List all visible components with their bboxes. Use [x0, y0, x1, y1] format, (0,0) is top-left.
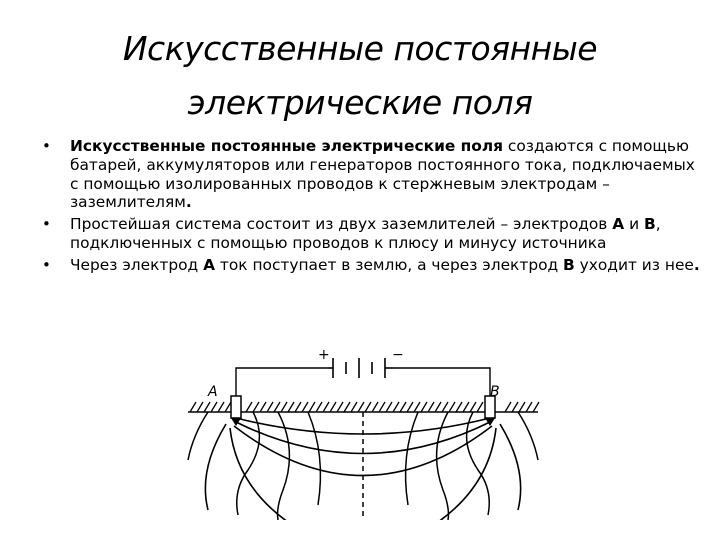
title-line-1: Искусственные постоянные [122, 29, 598, 68]
bullet-2-electrode-a: А [612, 215, 625, 234]
wire-to-b [393, 368, 490, 398]
bullet-3-period: . [693, 255, 700, 274]
hatch-mark [365, 402, 371, 412]
equipotential-line-b3 [406, 412, 418, 505]
bullet-1-period: . [185, 193, 192, 212]
field-line-6 [205, 424, 226, 510]
equipotential-line-a4 [188, 412, 208, 460]
hatch-mark [533, 402, 539, 412]
bullet-1-bold-lead: Искусственные постоянные электрические поля [70, 137, 504, 155]
bullet-3-text-3: уходит из нее [574, 255, 694, 274]
hatch-mark [421, 402, 427, 412]
hatch-mark [379, 402, 385, 412]
hatch-mark [225, 402, 231, 412]
bullet-2-text-3: , подключенных с помощью проводов к плюсу и минусу источника [70, 215, 661, 252]
bullet-3-text-1: Через электрод [70, 255, 204, 274]
hatch-mark [218, 402, 224, 412]
bullet-2-text-1: Простейшая система состоит из двух заземлителей – электродов [70, 215, 613, 234]
bullet-item-3 [42, 256, 702, 275]
hatch-mark [449, 402, 455, 412]
bullet-item-2 [42, 215, 702, 253]
hatch-mark [372, 402, 378, 412]
hatch-mark [288, 402, 294, 412]
hatch-mark [351, 402, 357, 412]
bullet-dot-icon: • [42, 137, 51, 155]
hatch-mark [316, 402, 322, 412]
field-line-7 [500, 424, 521, 510]
hatch-mark [358, 402, 364, 412]
bullet-2-electrode-b: В [643, 215, 656, 234]
hatch-mark [337, 402, 343, 412]
wire-to-a [236, 368, 328, 398]
hatch-mark [211, 402, 217, 412]
title-line-2: электрические поля [187, 83, 533, 122]
hatch-mark [246, 402, 252, 412]
bullet-3-electrode-b: В [563, 255, 575, 274]
hatch-mark [309, 402, 315, 412]
minus-label: − [392, 347, 404, 363]
hatch-mark [400, 402, 406, 412]
hatch-mark [330, 402, 336, 412]
field-line-4 [230, 428, 318, 520]
electrode-b [485, 384, 500, 426]
hatch-mark [393, 402, 399, 412]
hatch-mark [463, 402, 469, 412]
hatch-mark [260, 402, 266, 412]
hatch-mark [428, 402, 434, 412]
field-line-5 [408, 428, 496, 520]
hatch-mark [386, 402, 392, 412]
hatch-mark [456, 402, 462, 412]
electric-field-diagram [178, 340, 548, 520]
hatch-mark [197, 402, 203, 412]
hatch-mark [526, 402, 532, 412]
hatch-mark [253, 402, 259, 412]
bullet-2-text-2: и [624, 215, 644, 234]
hatch-mark [505, 402, 511, 412]
battery-icon [328, 358, 393, 378]
bullet-3-electrode-a: А [203, 255, 215, 274]
slide-title [40, 22, 680, 130]
equipotential-line-a3 [308, 412, 320, 505]
hatch-mark [204, 402, 210, 412]
hatch-mark [295, 402, 301, 412]
bullet-list [42, 137, 702, 278]
hatch-mark [344, 402, 350, 412]
hatch-mark [302, 402, 308, 412]
hatch-mark [512, 402, 518, 412]
bullet-1-text: создаются с помощью батарей, аккумуляторов или генераторов постоянного тока, подключаемых с помощью изолированных проводов к стержневым электродам – заземлителям [70, 137, 695, 212]
bullet-item-1 [42, 137, 702, 212]
hatch-mark [477, 402, 483, 412]
hatch-mark [274, 402, 280, 412]
bullet-dot-icon: • [42, 215, 51, 234]
hatch-mark [519, 402, 525, 412]
equipotential-line-b4 [518, 412, 538, 460]
bullet-dot-icon: • [42, 255, 51, 274]
hatch-mark [190, 402, 196, 412]
electrode-a-label: A [208, 384, 218, 400]
hatch-mark [435, 402, 441, 412]
hatch-mark [323, 402, 329, 412]
wires [236, 368, 490, 398]
hatch-mark [267, 402, 273, 412]
hatch-mark [470, 402, 476, 412]
hatch-mark [407, 402, 413, 412]
electrode-b-label: B [490, 384, 500, 400]
hatch-mark [414, 402, 420, 412]
hatch-mark [281, 402, 287, 412]
plus-label: + [318, 347, 330, 363]
hatch-mark [442, 402, 448, 412]
bullet-3-text-2: ток поступает в землю, а через электрод [215, 255, 564, 274]
